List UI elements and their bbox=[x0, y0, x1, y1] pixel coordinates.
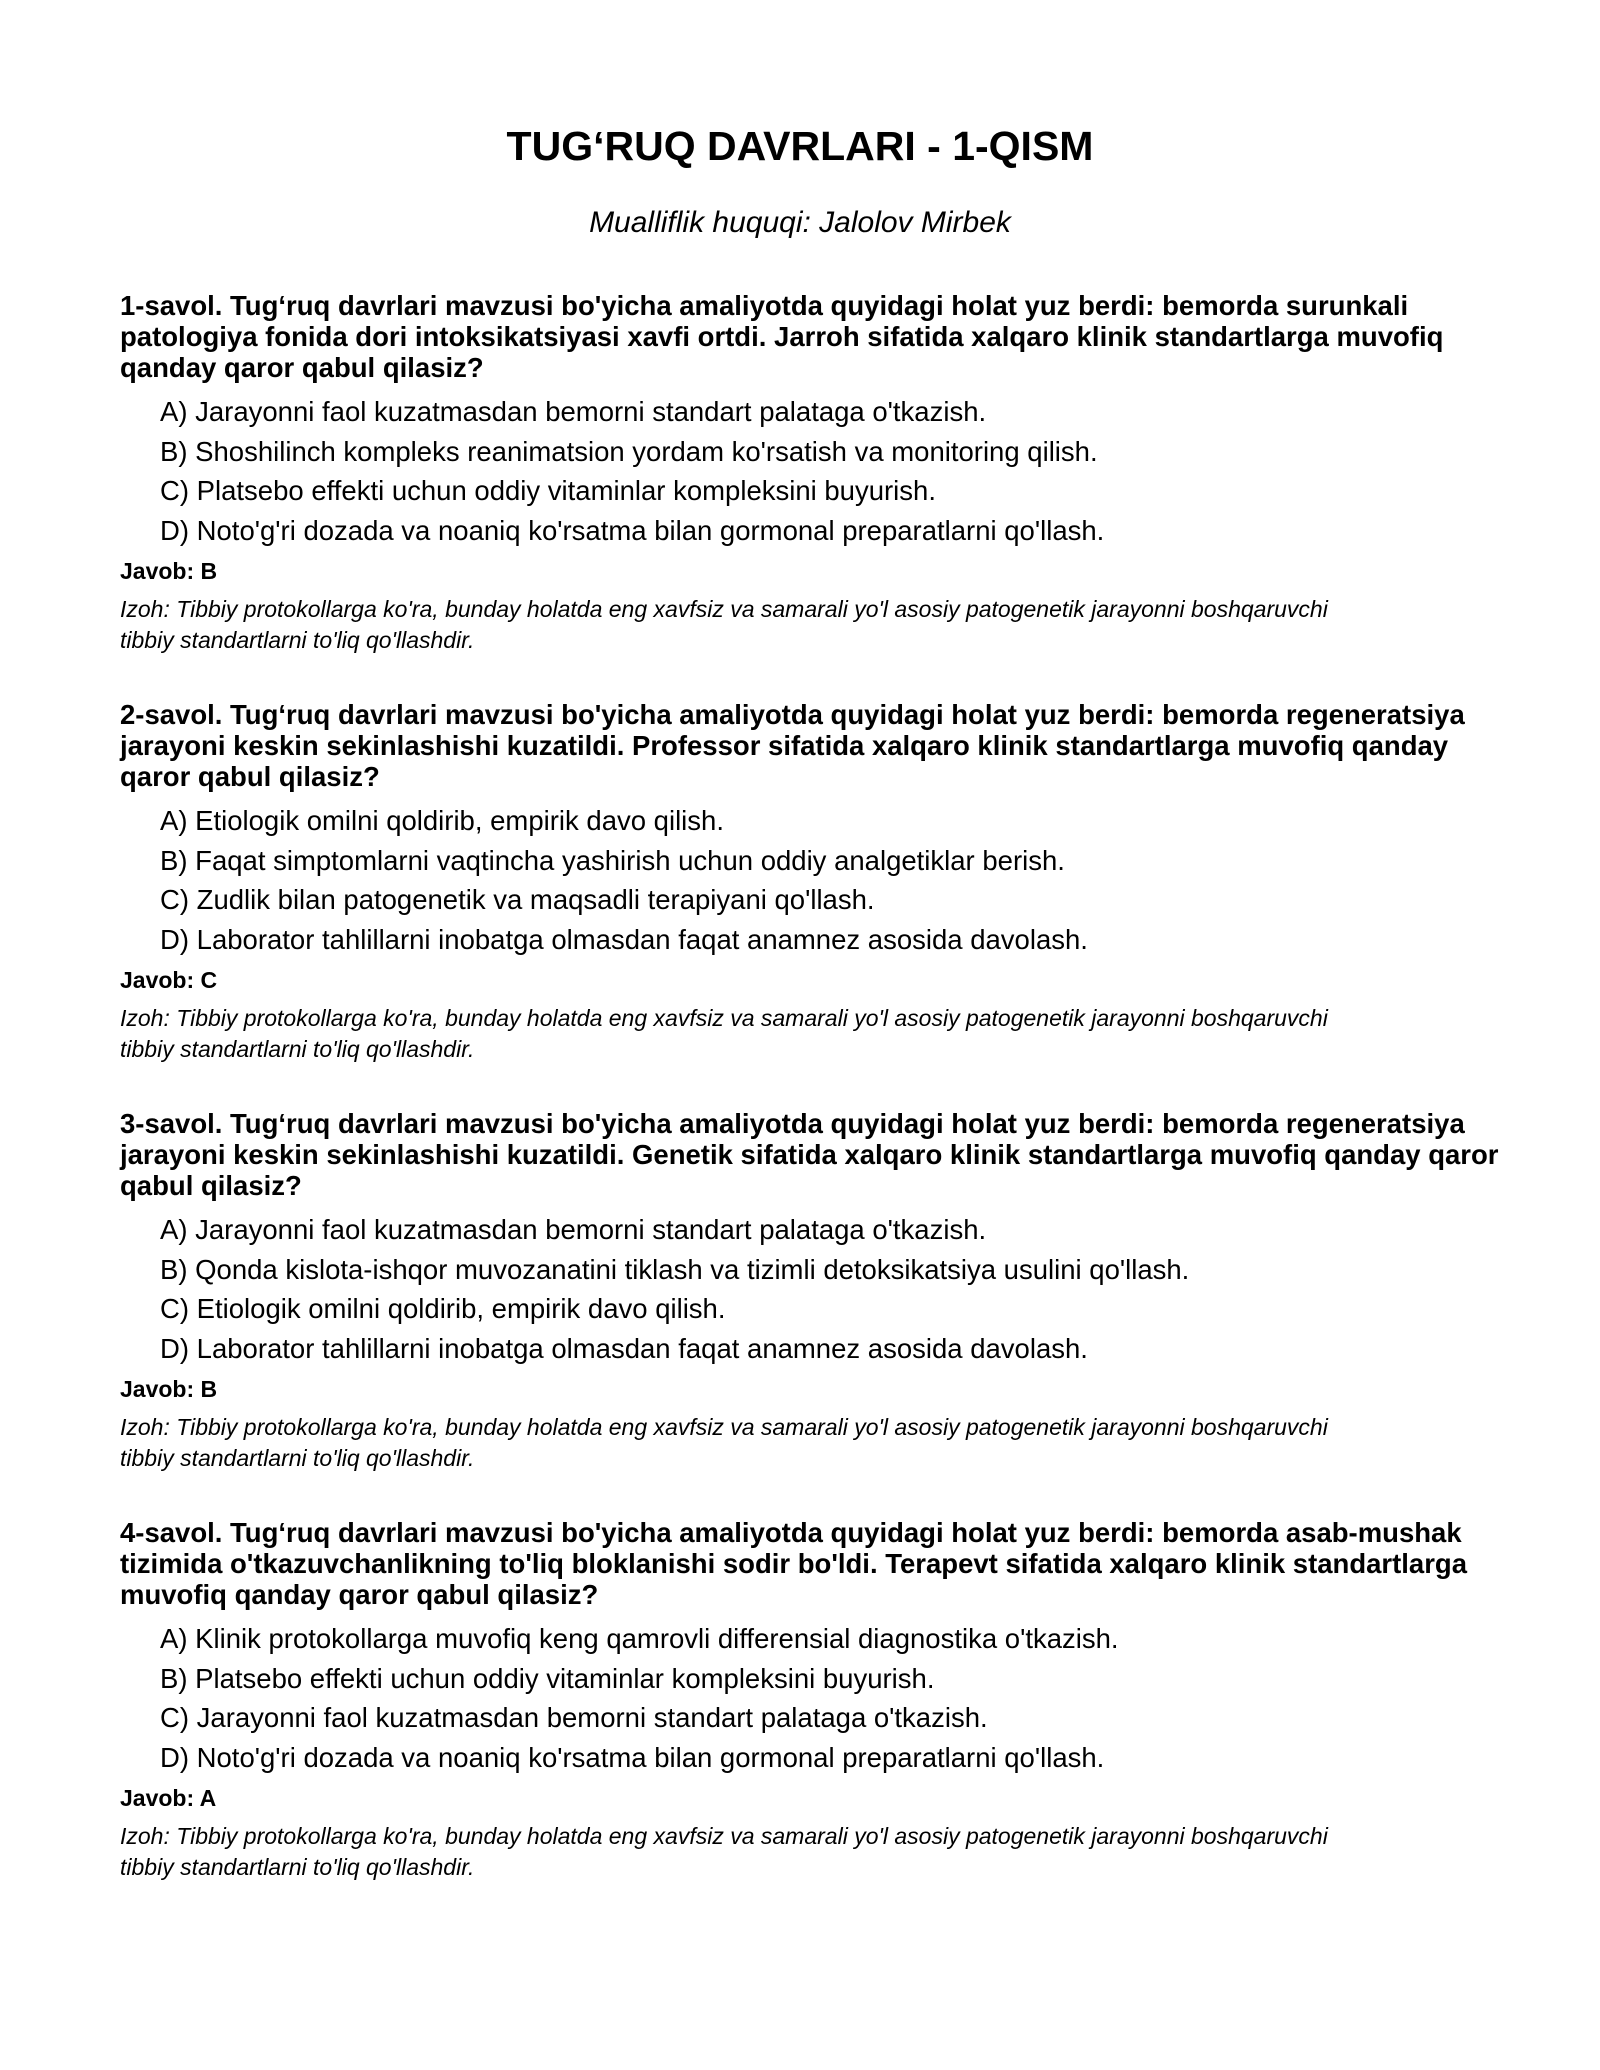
document-subtitle: Mualliflik huquqi: Jalolov Mirbek bbox=[589, 206, 1011, 239]
options-list bbox=[160, 1619, 1500, 1777]
option-d: D) Noto'g'ri dozada va noaniq ko'rsatma bilan gormonal preparatlarni qo'llash. bbox=[160, 1741, 1105, 1773]
options-list bbox=[160, 1210, 1500, 1368]
option-a: A) Etiologik omilni qoldirib, empirik davo qilish. bbox=[160, 805, 724, 836]
explanation-note: Izoh: Tibbiy protokollarga ko'ra, bunday holatda eng xavfsiz va samarali yo'l asosiy patogenetik jarayonni boshqaruvchi tibbiy standartlarni to'liq qo'llashdir. bbox=[120, 1823, 1328, 1880]
answer-label: Javob: B bbox=[120, 558, 218, 584]
answer-label: Javob: C bbox=[120, 967, 218, 993]
option-b: B) Shoshilinch kompleks reanimatsion yordam ko'rsatish va monitoring qilish. bbox=[160, 435, 1098, 467]
question-text: 2-savol. Tug‘ruq davrlari mavzusi bo'yicha amaliyotda quyidagi holat yuz berdi: bemorda regeneratsiya jarayoni keskin sekinlashishi kuzatildi. Professor sifatida xalqaro klinik standartlarga muvofiq qanday qaror qabul qilasiz? bbox=[120, 699, 1465, 792]
option-c: C) Jarayonni faol kuzatmasdan bemorni standart palataga o'tkazish. bbox=[160, 1702, 988, 1733]
options-list bbox=[160, 392, 1500, 550]
explanation-note: Izoh: Tibbiy protokollarga ko'ra, bunday holatda eng xavfsiz va samarali yo'l asosiy patogenetik jarayonni boshqaruvchi tibbiy standartlarni to'liq qo'llashdir. bbox=[120, 596, 1328, 653]
option-a: A) Jarayonni faol kuzatmasdan bemorni standart palataga o'tkazish. bbox=[160, 396, 987, 427]
question-4 bbox=[120, 1517, 1500, 1883]
answer-label: Javob: A bbox=[120, 1785, 217, 1811]
question-1 bbox=[120, 290, 1500, 656]
question-text: 3-savol. Tug‘ruq davrlari mavzusi bo'yicha amaliyotda quyidagi holat yuz berdi: bemorda regeneratsiya jarayoni keskin sekinlashishi kuzatildi. Genetik sifatida xalqaro klinik standartlarga muvofiq qanday qaror qabul qilasiz? bbox=[120, 1108, 1499, 1201]
option-d: D) Laborator tahlillarni inobatga olmasdan faqat anamnez asosida davolash. bbox=[160, 923, 1088, 955]
option-b: B) Faqat simptomlarni vaqtincha yashirish uchun oddiy analgetiklar berish. bbox=[160, 844, 1065, 876]
option-a: A) Jarayonni faol kuzatmasdan bemorni standart palataga o'tkazish. bbox=[160, 1214, 987, 1245]
question-text: 1-savol. Tug‘ruq davrlari mavzusi bo'yicha amaliyotda quyidagi holat yuz berdi: bemorda surunkali patologiya fonida dori intoksikatsiyasi xavfi ortdi. Jarroh sifatida xalqaro klinik standartlarga muvofiq qanday qaror qabul qilasiz? bbox=[120, 290, 1444, 383]
option-d: D) Laborator tahlillarni inobatga olmasdan faqat anamnez asosida davolash. bbox=[160, 1332, 1088, 1364]
options-list bbox=[160, 801, 1500, 959]
option-d: D) Noto'g'ri dozada va noaniq ko'rsatma bilan gormonal preparatlarni qo'llash. bbox=[160, 514, 1105, 546]
question-3 bbox=[120, 1108, 1500, 1474]
option-c: C) Etiologik omilni qoldirib, empirik davo qilish. bbox=[160, 1293, 726, 1324]
document-title: TUG‘RUQ DAVRLARI - 1-QISM bbox=[506, 123, 1094, 169]
question-2 bbox=[120, 699, 1500, 1065]
option-b: B) Platsebo effekti uchun oddiy vitaminlar kompleksini buyurish. bbox=[160, 1662, 935, 1694]
explanation-note: Izoh: Tibbiy protokollarga ko'ra, bunday holatda eng xavfsiz va samarali yo'l asosiy patogenetik jarayonni boshqaruvchi tibbiy standartlarni to'liq qo'llashdir. bbox=[120, 1414, 1328, 1471]
question-text: 4-savol. Tug‘ruq davrlari mavzusi bo'yicha amaliyotda quyidagi holat yuz berdi: bemorda asab-mushak tizimida o'tkazuvchanlikning to'liq bloklanishi sodir bo'ldi. Terapevt sifatida xalqaro klinik standartlarga muvofiq qanday qaror qabul qilasiz? bbox=[120, 1517, 1468, 1610]
option-b: B) Qonda kislota-ishqor muvozanatini tiklash va tizimli detoksikatsiya usulini qo'llash. bbox=[160, 1253, 1190, 1285]
option-a: A) Klinik protokollarga muvofiq keng qamrovli differensial diagnostika o'tkazish. bbox=[160, 1623, 1119, 1654]
option-c: C) Zudlik bilan patogenetik va maqsadli terapiyani qo'llash. bbox=[160, 884, 875, 915]
answer-label: Javob: B bbox=[120, 1376, 218, 1402]
explanation-note: Izoh: Tibbiy protokollarga ko'ra, bunday holatda eng xavfsiz va samarali yo'l asosiy patogenetik jarayonni boshqaruvchi tibbiy standartlarni to'liq qo'llashdir. bbox=[120, 1005, 1328, 1062]
option-c: C) Platsebo effekti uchun oddiy vitaminlar kompleksini buyurish. bbox=[160, 475, 936, 506]
